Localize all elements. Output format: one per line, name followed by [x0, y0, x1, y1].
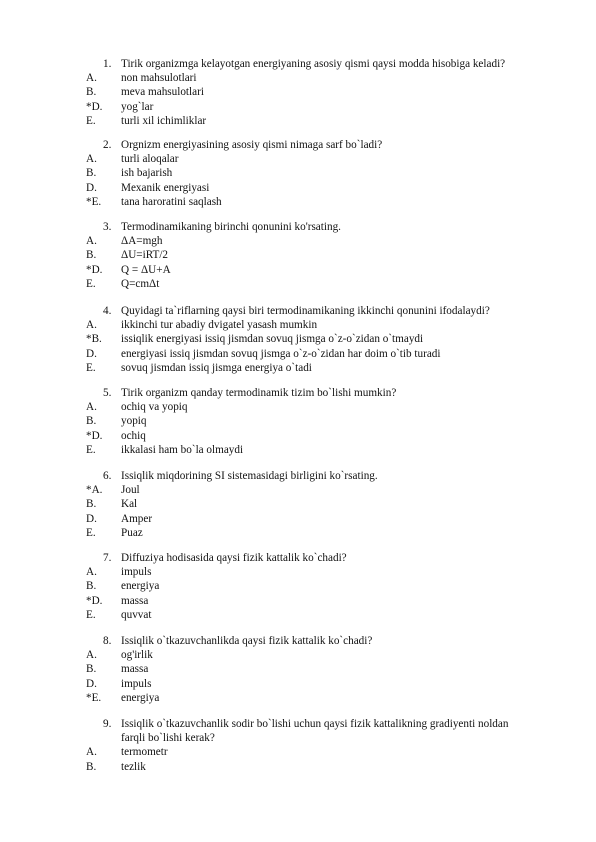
answer-option	[0, 263, 596, 277]
option-text: Kal	[121, 498, 138, 511]
question-text: Issiqlik o`tkazuvchanlik sodir bo`lishi uchun qaysi fizik kattalikning gradiyenti noldan	[121, 718, 509, 730]
answer-option	[0, 565, 596, 579]
answer-option	[0, 195, 596, 209]
option-label: A.	[86, 319, 97, 332]
answer-option	[0, 318, 596, 332]
option-label: D.	[86, 512, 97, 525]
question-text: Termodinamikaning birinchi qonunini ko'rsating.	[121, 221, 341, 233]
question-text: Tirik organizmga kelayotgan energiyaning asosiy qismi qaysi modda hisobiga keladi?	[121, 58, 506, 70]
question-text: Quyidagi ta`riflarning qaysi biri termodinamikaning ikkinchi qonunini ifodalaydi?	[121, 305, 490, 317]
option-label: B.	[86, 663, 97, 676]
option-text: Amper	[121, 512, 153, 525]
option-text: meva mahsulotlari	[121, 86, 204, 99]
option-label: A.	[86, 72, 97, 85]
option-label: *E.	[86, 195, 102, 208]
option-text: energiyasi issiq jismdan sovuq jismga o`z-o`zidan har doim o`tib turadi	[121, 347, 441, 360]
option-text: yopiq	[121, 415, 147, 428]
answer-option	[0, 181, 596, 195]
option-text: ikkinchi tur abadiy dvigatel yasash mumkin	[121, 319, 318, 332]
answer-option	[0, 361, 596, 375]
option-label: E.	[86, 114, 96, 127]
option-label: D.	[86, 181, 97, 194]
question-number: 5.	[103, 387, 112, 399]
answer-option	[0, 677, 596, 691]
option-label: *D.	[86, 594, 103, 607]
question-number: 3.	[103, 221, 112, 233]
question-line	[0, 551, 596, 565]
option-text: massa	[121, 663, 149, 676]
question-block	[0, 634, 596, 705]
answer-option	[0, 248, 596, 262]
answer-option	[0, 234, 596, 248]
answer-option	[0, 277, 596, 291]
answer-option	[0, 85, 596, 99]
question-text: Diffuziya hodisasida qaysi fizik kattalik ko`chadi?	[121, 552, 347, 564]
answer-option	[0, 414, 596, 428]
option-label: B.	[86, 415, 97, 428]
option-label: *B.	[86, 333, 102, 346]
answer-option	[0, 662, 596, 676]
option-text: tana haroratini saqlash	[121, 195, 222, 208]
question-text: Issiqlik o`tkazuvchanlikda qaysi fizik kattalik ko`chadi?	[121, 635, 373, 647]
question-number: 1.	[103, 58, 112, 70]
option-text: energiya	[121, 691, 160, 704]
option-text: Puaz	[121, 526, 143, 539]
option-text: Joul	[121, 484, 140, 497]
option-label: *D.	[86, 429, 103, 442]
answer-option	[0, 166, 596, 180]
question-text: Issiqlik miqdorining SI sistemasidagi birligini ko`rsating.	[121, 470, 378, 482]
option-text: termometr	[121, 746, 168, 759]
option-label: A.	[86, 153, 97, 166]
question-number: 4.	[103, 305, 112, 317]
option-label: B.	[86, 167, 97, 180]
answer-option	[0, 71, 596, 85]
question-block	[0, 304, 596, 375]
option-label: B.	[86, 86, 97, 99]
question-block	[0, 220, 596, 291]
option-text: ochiq va yopiq	[121, 401, 188, 414]
option-label: A.	[86, 235, 97, 248]
option-text: turli xil ichimliklar	[121, 114, 207, 127]
option-label: B.	[86, 760, 97, 773]
question-line	[0, 717, 596, 731]
question-number: 8.	[103, 635, 112, 647]
option-text: massa	[121, 594, 149, 607]
option-text: ΔA=mgh	[121, 235, 163, 248]
question-number: 6.	[103, 470, 112, 482]
option-text: energiya	[121, 580, 160, 593]
option-label: B.	[86, 498, 97, 511]
question-line-continued	[0, 731, 596, 745]
question-block	[0, 717, 596, 774]
question-block	[0, 57, 596, 128]
answer-option	[0, 608, 596, 622]
answer-option	[0, 594, 596, 608]
option-text: og'irlik	[121, 649, 153, 662]
answer-option	[0, 760, 596, 774]
question-text: farqli bo`lishi kerak?	[121, 732, 215, 745]
question-line	[0, 138, 596, 152]
option-label: *E.	[86, 691, 102, 704]
answer-option	[0, 526, 596, 540]
question-line	[0, 634, 596, 648]
option-label: B.	[86, 249, 97, 262]
answer-option	[0, 100, 596, 114]
question-block	[0, 551, 596, 622]
option-text: issiqlik energiyasi issiq jismdan sovuq jismga o`z-o`zidan o`tmaydi	[121, 333, 424, 346]
option-label: D.	[86, 347, 97, 360]
option-label: E.	[86, 361, 96, 374]
question-number: 2.	[103, 139, 112, 151]
question-line	[0, 57, 596, 71]
option-text: quvvat	[121, 608, 152, 621]
option-text: yog`lar	[121, 100, 154, 113]
option-label: D.	[86, 677, 97, 690]
option-label: E.	[86, 443, 96, 456]
option-text: Mexanik energiyasi	[121, 181, 210, 194]
option-label: B.	[86, 580, 97, 593]
question-number: 7.	[103, 552, 112, 564]
option-label: *D.	[86, 100, 103, 113]
option-text: impuls	[121, 677, 152, 690]
option-label: A.	[86, 401, 97, 414]
answer-option	[0, 347, 596, 361]
answer-option	[0, 400, 596, 414]
option-text: ish bajarish	[121, 167, 173, 180]
option-text: Q = ΔU+A	[121, 263, 171, 276]
option-label: A.	[86, 649, 97, 662]
option-label: *D.	[86, 263, 103, 276]
answer-option	[0, 332, 596, 346]
answer-option	[0, 579, 596, 593]
option-label: A.	[86, 746, 97, 759]
answer-option	[0, 512, 596, 526]
option-text: impuls	[121, 566, 152, 579]
question-line	[0, 386, 596, 400]
option-label: A.	[86, 566, 97, 579]
question-text: Orgnizm energiyasining asosiy qismi nimaga sarf bo`ladi?	[121, 139, 383, 151]
option-text: ochiq	[121, 429, 146, 442]
answer-option	[0, 745, 596, 759]
question-line	[0, 304, 596, 318]
question-line	[0, 220, 596, 234]
question-number: 9.	[103, 718, 112, 730]
option-text: Q=cmΔt	[121, 277, 160, 290]
answer-option	[0, 497, 596, 511]
question-block	[0, 386, 596, 457]
question-block	[0, 138, 596, 209]
option-text: ΔU=iRT/2	[121, 249, 169, 262]
answer-option	[0, 429, 596, 443]
option-text: turli aloqalar	[121, 153, 179, 166]
answer-option	[0, 152, 596, 166]
question-text: Tirik organizm qanday termodinamik tizim bo`lishi mumkin?	[121, 387, 397, 399]
answer-option	[0, 691, 596, 705]
answer-option	[0, 114, 596, 128]
option-text: non mahsulotlari	[121, 72, 197, 85]
question-block	[0, 469, 596, 540]
option-label: *A.	[86, 484, 103, 497]
option-text: tezlik	[121, 760, 146, 773]
answer-option	[0, 648, 596, 662]
question-line	[0, 469, 596, 483]
option-label: E.	[86, 526, 96, 539]
option-label: E.	[86, 608, 96, 621]
answer-option	[0, 483, 596, 497]
option-text: sovuq jismdan issiq jismga energiya o`tadi	[121, 361, 312, 374]
option-text: ikkalasi ham bo`la olmaydi	[121, 443, 244, 456]
option-label: E.	[86, 277, 96, 290]
answer-option	[0, 443, 596, 457]
